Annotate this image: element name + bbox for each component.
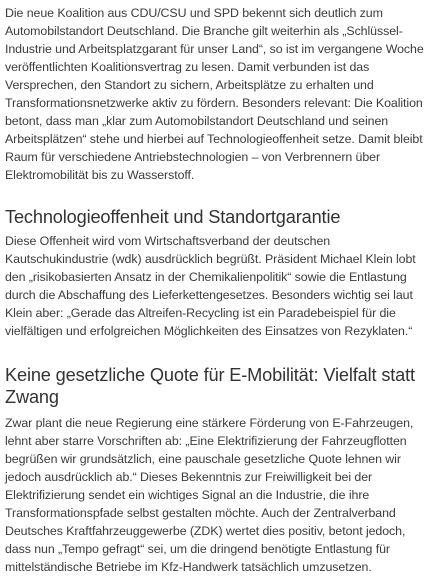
- section-heading-e-mobilitaet: Keine gesetzliche Quote für E-Mobilität: Vielfalt statt Zwang: [5, 365, 415, 407]
- article-body: [5, 0, 427, 576]
- section-paragraph-e-mobilitaet: Zwar plant die neue Regierung eine stärkere Förderung von E-Fahrzeugen, lehnt aber starre Vorschriften ab: „Eine Elektrifizierung der Fahrzeugflotten begrüßen wir grundsätzlich, eine pauschale gesetzliche Quote lehnen wir jedoch ausdrücklich ab.“ Dieses Bekenntnis zur Freiwilligkeit bei der Elektrifizierung sendet ein wichtiges Signal an die Industrie, die ihre Transformationspfade selbst gestalten möchte. Auch der Zentralverband Deutsches Kraftfahrzeuggewerbe (ZDK) wertet dies positiv, betont jedoch, dass nun „Tempo gefragt“ sei, um die dringend benötigte Entlastung für mittelständische Betriebe im Kfz-Handwerk tatsächlich umzusetzen.: [5, 416, 414, 574]
- intro-paragraph: Die neue Koalition aus CDU/CSU und SPD bekennt sich deutlich zum Automobilstandort Deutschland. Die Branche gilt weiterhin als „Schlüssel-Industrie und Arbeitsplatzgarant für unser Land“, so ist im vergangene Woche veröffentlichten Koalitionsvertrag zu lesen. Damit verbunden ist das Versprechen, den Standort zu sichern, Arbeitsplätze zu erhalten und Transformationsnetzwerke aktiv zu fördern. Besonders relevant: Die Koalition betont, dass man „klar zum Automobilstandort Deutschland und seinen Arbeitsplätzen“ stehe und hierbei auf Technologieoffenheit setze. Damit bleibt Raum für verschiedene Antriebstechnologien – von Verbrennern über Elektromobilität bis zu Wasserstoff.: [5, 6, 424, 182]
- section-paragraph-technologieoffenheit: Diese Offenheit wird vom Wirtschaftsverband der deutschen Kautschukindustrie (wdk) ausdrücklich begrüßt. Präsident Michael Klein lobt den „risikobasierten Ansatz in der Chemikalienpolitik“ sowie die Entlastung durch die Abschaffung des Lieferkettengesetzes. Besonders wichtig sei laut Klein aber: „Gerade das Altreifen-Recycling ist ein Paradebeispiel für die vielfältigen und erfolgreichen Möglichkeiten des Einsatzes von Rezyklaten.“: [5, 234, 416, 338]
- section-heading-technologieoffenheit: Technologieoffenheit und Standortgarantie: [5, 207, 341, 227]
